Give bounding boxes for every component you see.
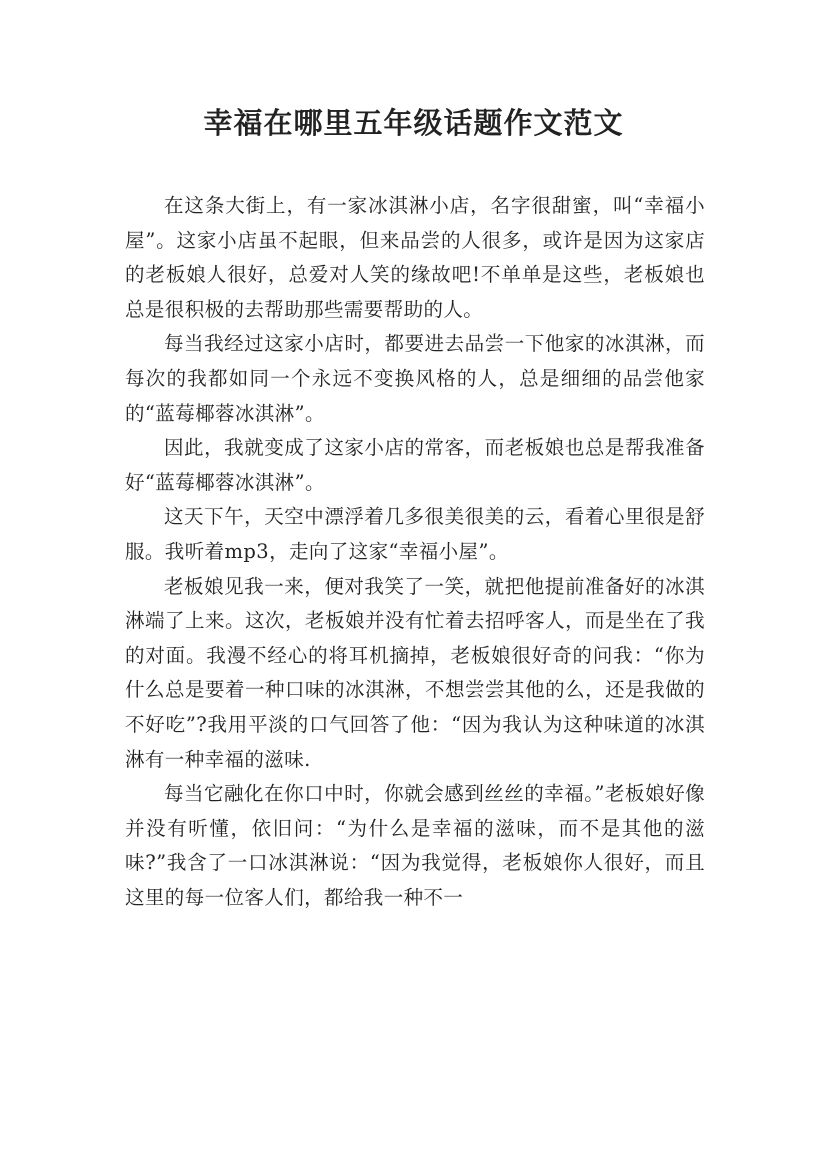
paragraph-3: 因此，我就变成了这家小店的常客，而老板娘也总是帮我准备好“蓝莓椰蓉冰淇淋”。 [125, 436, 705, 494]
paragraph-6: 每当它融化在你口中时，你就会感到丝丝的幸福。”老板娘好像并没有听懂，依旧问：“为什么是幸福的滋味，而不是其他的滋味?”我含了一口冰淇淋说：“因为我觉得，老板娘你人很好，而且这里的每一位客人们，都给我一种不一 [125, 782, 705, 909]
article-body [125, 189, 705, 915]
paragraph-2: 每当我经过这家小店时，都要进去品尝一下他家的冰淇淋，而每次的我都如同一个永远不变换风格的人，总是细细的品尝他家的“蓝莓椰蓉冰淇淋”。 [125, 332, 705, 425]
paragraph-1: 在这条大街上，有一家冰淇淋小店，名字很甜蜜，叫“幸福小屋”。这家小店虽不起眼，但来品尝的人很多，或许是因为这家店的老板娘人很好，总爱对人笑的缘故吧!不单单是这些，老板娘也总是很积极的去帮助那些需要帮助的人。 [125, 194, 705, 321]
paragraph-4: 这天下午，天空中漂浮着几多很美很美的云，看着心里很是舒服。我听着mp3，走向了这家“幸福小屋”。 [125, 505, 705, 563]
paragraph-5: 老板娘见我一来，便对我笑了一笑，就把他提前准备好的冰淇淋端了上来。这次，老板娘并没有忙着去招呼客人，而是坐在了我的对面。我漫不经心的将耳机摘掉，老板娘很好奇的问我：“你为什么总是要着一种口味的冰淇淋，不想尝尝其他的么，还是我做的不好吃”?我用平淡的口气回答了他：“因为我认为这种味道的冰淇淋有一种幸福的滋味. [125, 574, 705, 771]
page-title: 幸福在哪里五年级话题作文范文 [203, 106, 624, 140]
